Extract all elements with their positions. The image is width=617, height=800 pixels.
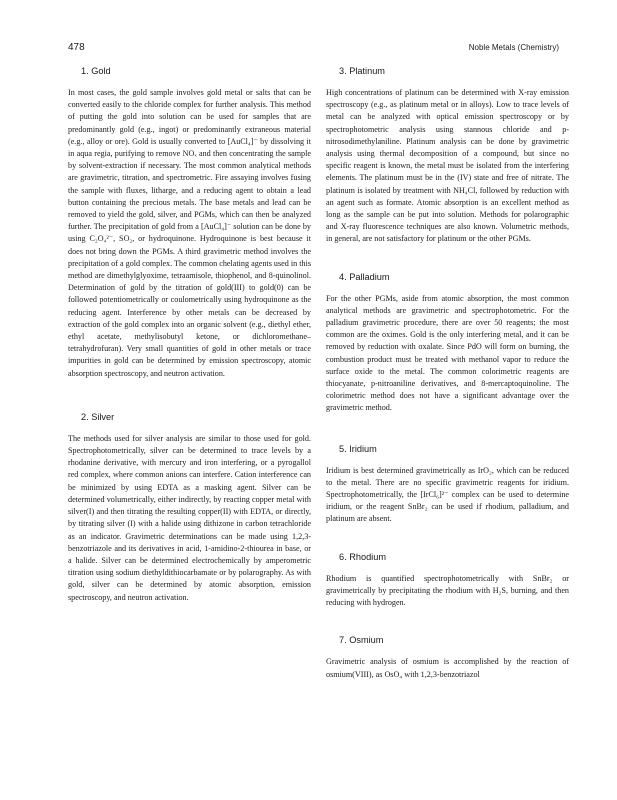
page-number: 478 xyxy=(68,42,85,53)
section-heading-rhodium: 6. Rhodium xyxy=(339,551,386,562)
section-body-platinum: High concentrations of platinum can be determined with X-ray emission spectroscopy (e.g., as platinum metal or in alloys). Low to trace levels of metal can be analyzed with optical emission spectroscopy or by spectrophotometric analysis using stannous chloride and p-nitrosodimethylaniline. Platinum analysis can be done by gravimetric analysis using thermal decomposition of a compound, but since no specific reagent is known, the metal must be isolated from the interfering elements. The platinum must be in the (IV) state and free of nitrate. The platinum is isolated by treatment with NH₄Cl, followed by reduction with an agent such as formate. Atomic absorption is an excellent method as long as the sample can be put into solution. Methods for polarographic and X-ray fluorescence techniques are also known. Volumetric methods, in general, are not satisfactory for platinum or the other PGMs. xyxy=(326,88,569,244)
section-body-iridium: Iridium is best determined gravimetrically as IrO₂, which can be reduced to the metal. There are no specific gravimetric reagents for iridium. Spectrophotometrically, the [IrCl₆]²⁻ complex can be used to determine iridium, or the reagent SnBr₂ can be used if rhodium, palladium, and platinum are absent. xyxy=(326,465,569,524)
left-column xyxy=(68,66,311,631)
section-body-palladium: For the other PGMs, aside from atomic absorption, the most common analytical methods are gravimetric and spectrophotometric. For the palladium gravimetric procedure, there are over 50 reagents; the most common are the oximes. Gold is the only interfering metal, and it can be removed by reduction with oxalate. Since PdO will form on burning, the combustion product must be treated with methanol vapor to reduce the surface oxide to the metal. The common colorimetric reagents are thiocyanate, p-nitroaniline derivatives, and 8-mercaptoquinoline. The colorimetric method does not have a significant advantage over the gravimetric method. xyxy=(326,293,569,413)
section-heading-iridium: 5. Iridium xyxy=(339,443,377,454)
section-gold xyxy=(68,66,311,380)
section-palladium xyxy=(326,272,569,415)
section-heading-platinum: 3. Platinum xyxy=(339,66,385,76)
section-heading-gold: 1. Gold xyxy=(81,66,111,76)
section-heading-osmium: 7. Osmium xyxy=(339,635,384,646)
section-iridium xyxy=(326,444,569,526)
right-column xyxy=(326,66,569,708)
section-platinum xyxy=(326,66,569,246)
section-rhodium xyxy=(326,552,569,610)
section-silver xyxy=(68,412,311,604)
section-osmium xyxy=(326,635,569,680)
section-body-osmium: Gravimetric analysis of osmium is accomplished by the reaction of osmium(VIII), as OsO₄ with 1,2,3-benzotriazol xyxy=(326,657,569,679)
section-body-gold: In most cases, the gold sample involves gold metal or salts that can be converted easily to the chloride complex for further analysis. This method of putting the gold into solution can be used for samples that are predominantly gold (e.g., ingot) or predominantly extraneous material (e.g., alloy or ore). Gold is usually converted to [AuCl₄]⁻ by dissolving it in aqua regia, purifying to remove NOₓ and then concentrating the sample by solvent-extraction if necessary. The most common analytical methods are gravimetric, titration, and spectrometric. Fire assaying involves fusing the sample with fluxes, litharge, and a reducing agent to obtain a lead button containing the precious metals. The base metals and lead can be removed to yield the gold, silver, and PGMs, which can then be analyzed further. The precipitation of gold from a [AuCl₄]⁻ solution can be done by using C₂O₄²⁻, SO₂, or hydroquinone. Hydroquinone is best because it does not bring down the PGMs. A third gravimetric method involves the precipitation of a gold complex. The common chelating agents used in this method are dimethylglyoxime, tetraamisole, thiophenol, and 8-quinolinol. Determination of gold by the titration of gold(III) to gold(0) can be followed potentiometrically or coulometrically using hydroquinone as the reducing agent. Interference by other metals can be decreased by extraction of the gold complex into an organic solvent (e.g., diethyl ether, ethyl acetate, methylisobutyl ketone, or dichloromethane–tetrahydrofuran). Very small quantities of gold in other metals or trace impurities in gold can be determined by emission spectroscopy, atomic absorption spectroscopy, and neutron activation. xyxy=(68,88,311,378)
section-body-silver: The methods used for silver analysis are similar to those used for gold. Spectrophotometrically, silver can be determined to trace levels by a rhodanine derivative, with mercury and iron interfering, or a pyrogallol red complex, where common anions can interfere. Cation interference can be minimized by using EDTA as a masking agent. Silver can be determined volumetrically, either indirectly, by reacting copper metal with silver(I) and then titrating the resulting copper(II) with EDTA, or directly, by titrating silver (I) with a halide using dithizone in carbon tetrachloride as an indicator. Gravimetric determinations can be made using 1,2,3-benzotriazole and its derivatives in acid, 1-amidino-2-thiourea in base, or a halide. Silver can be determined electrochemically by amperometric titration using sodium diethyldithiocarbamate or by polarography. As with gold, silver can be determined by atomic absorption, emission spectroscopy, and neutron activation. xyxy=(68,433,311,602)
section-heading-palladium: 4. Palladium xyxy=(339,271,390,282)
running-head: Noble Metals (Chemistry) xyxy=(468,43,559,52)
section-heading-silver: 2. Silver xyxy=(81,411,115,422)
section-body-rhodium: Rhodium is quantified spectrophotometrically with SnBr₂ or gravimetrically by precipitating the rhodium with H₂S, burning, and then reducing with hydrogen. xyxy=(326,573,569,608)
